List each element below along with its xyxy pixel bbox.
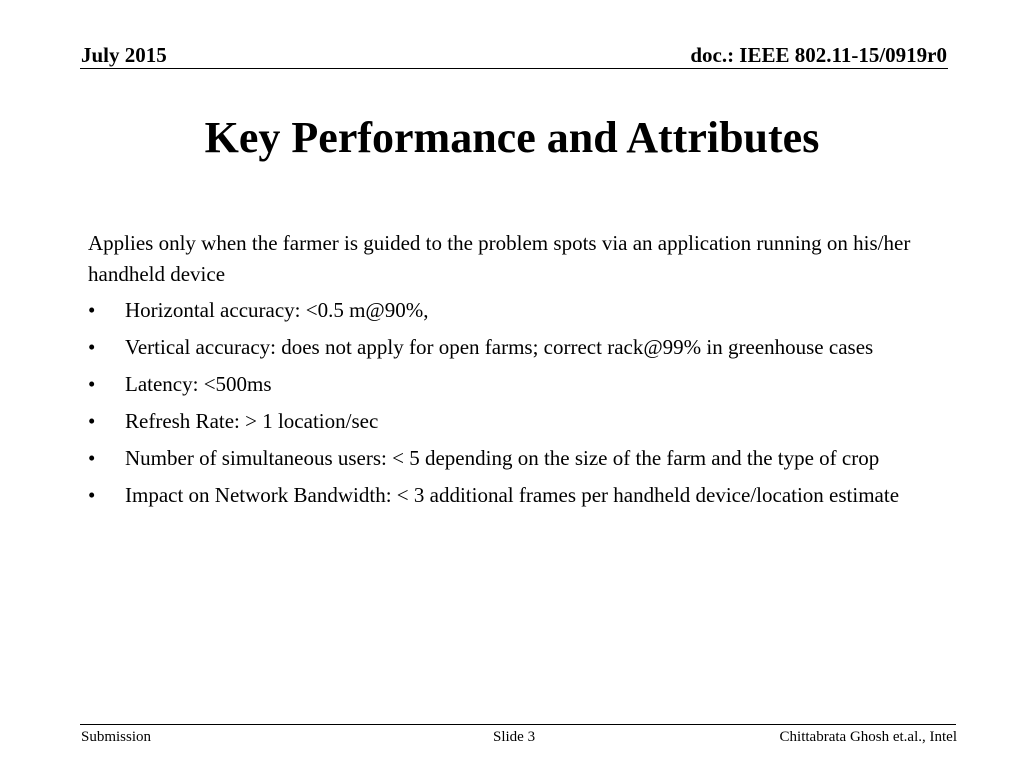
slide-body <box>88 228 933 517</box>
bullet-text: Latency: <500ms <box>125 372 272 396</box>
bullet-icon: • <box>88 372 96 396</box>
bullet-item <box>88 406 933 437</box>
bullet-icon: • <box>88 298 96 322</box>
header-date: July 2015 <box>81 43 167 67</box>
footer-divider <box>80 724 956 725</box>
footer-slide-number: Slide 3 <box>493 729 536 745</box>
bullet-text: Number of simultaneous users: < 5 depending on the size of the farm and the type of crop <box>125 446 880 470</box>
intro-paragraph: Applies only when the farmer is guided to the problem spots via an application running on his/her handheld device <box>88 231 911 286</box>
bullet-icon: • <box>88 483 96 507</box>
bullet-text: Impact on Network Bandwidth: < 3 additional frames per handheld device/location estimate <box>125 483 900 507</box>
bullet-icon: • <box>88 409 96 433</box>
header-doc-id: doc.: IEEE 802.11-15/0919r0 <box>690 43 947 67</box>
bullet-icon: • <box>88 446 96 470</box>
bullet-list <box>88 295 933 511</box>
slide-title: Key Performance and Attributes <box>204 113 820 162</box>
bullet-item <box>88 443 933 474</box>
bullet-item <box>88 332 933 363</box>
bullet-text: Refresh Rate: > 1 location/sec <box>125 409 379 433</box>
bullet-item <box>88 295 933 326</box>
header-divider <box>80 68 948 69</box>
bullet-text: Horizontal accuracy: <0.5 m@90%, <box>125 298 429 322</box>
bullet-item <box>88 369 933 400</box>
bullet-item <box>88 480 933 511</box>
footer-submission: Submission <box>81 729 152 745</box>
footer-author: Chittabrata Ghosh et.al., Intel <box>779 729 957 745</box>
bullet-icon: • <box>88 335 96 359</box>
bullet-text: Vertical accuracy: does not apply for open farms; correct rack@99% in greenhouse cases <box>125 335 874 359</box>
